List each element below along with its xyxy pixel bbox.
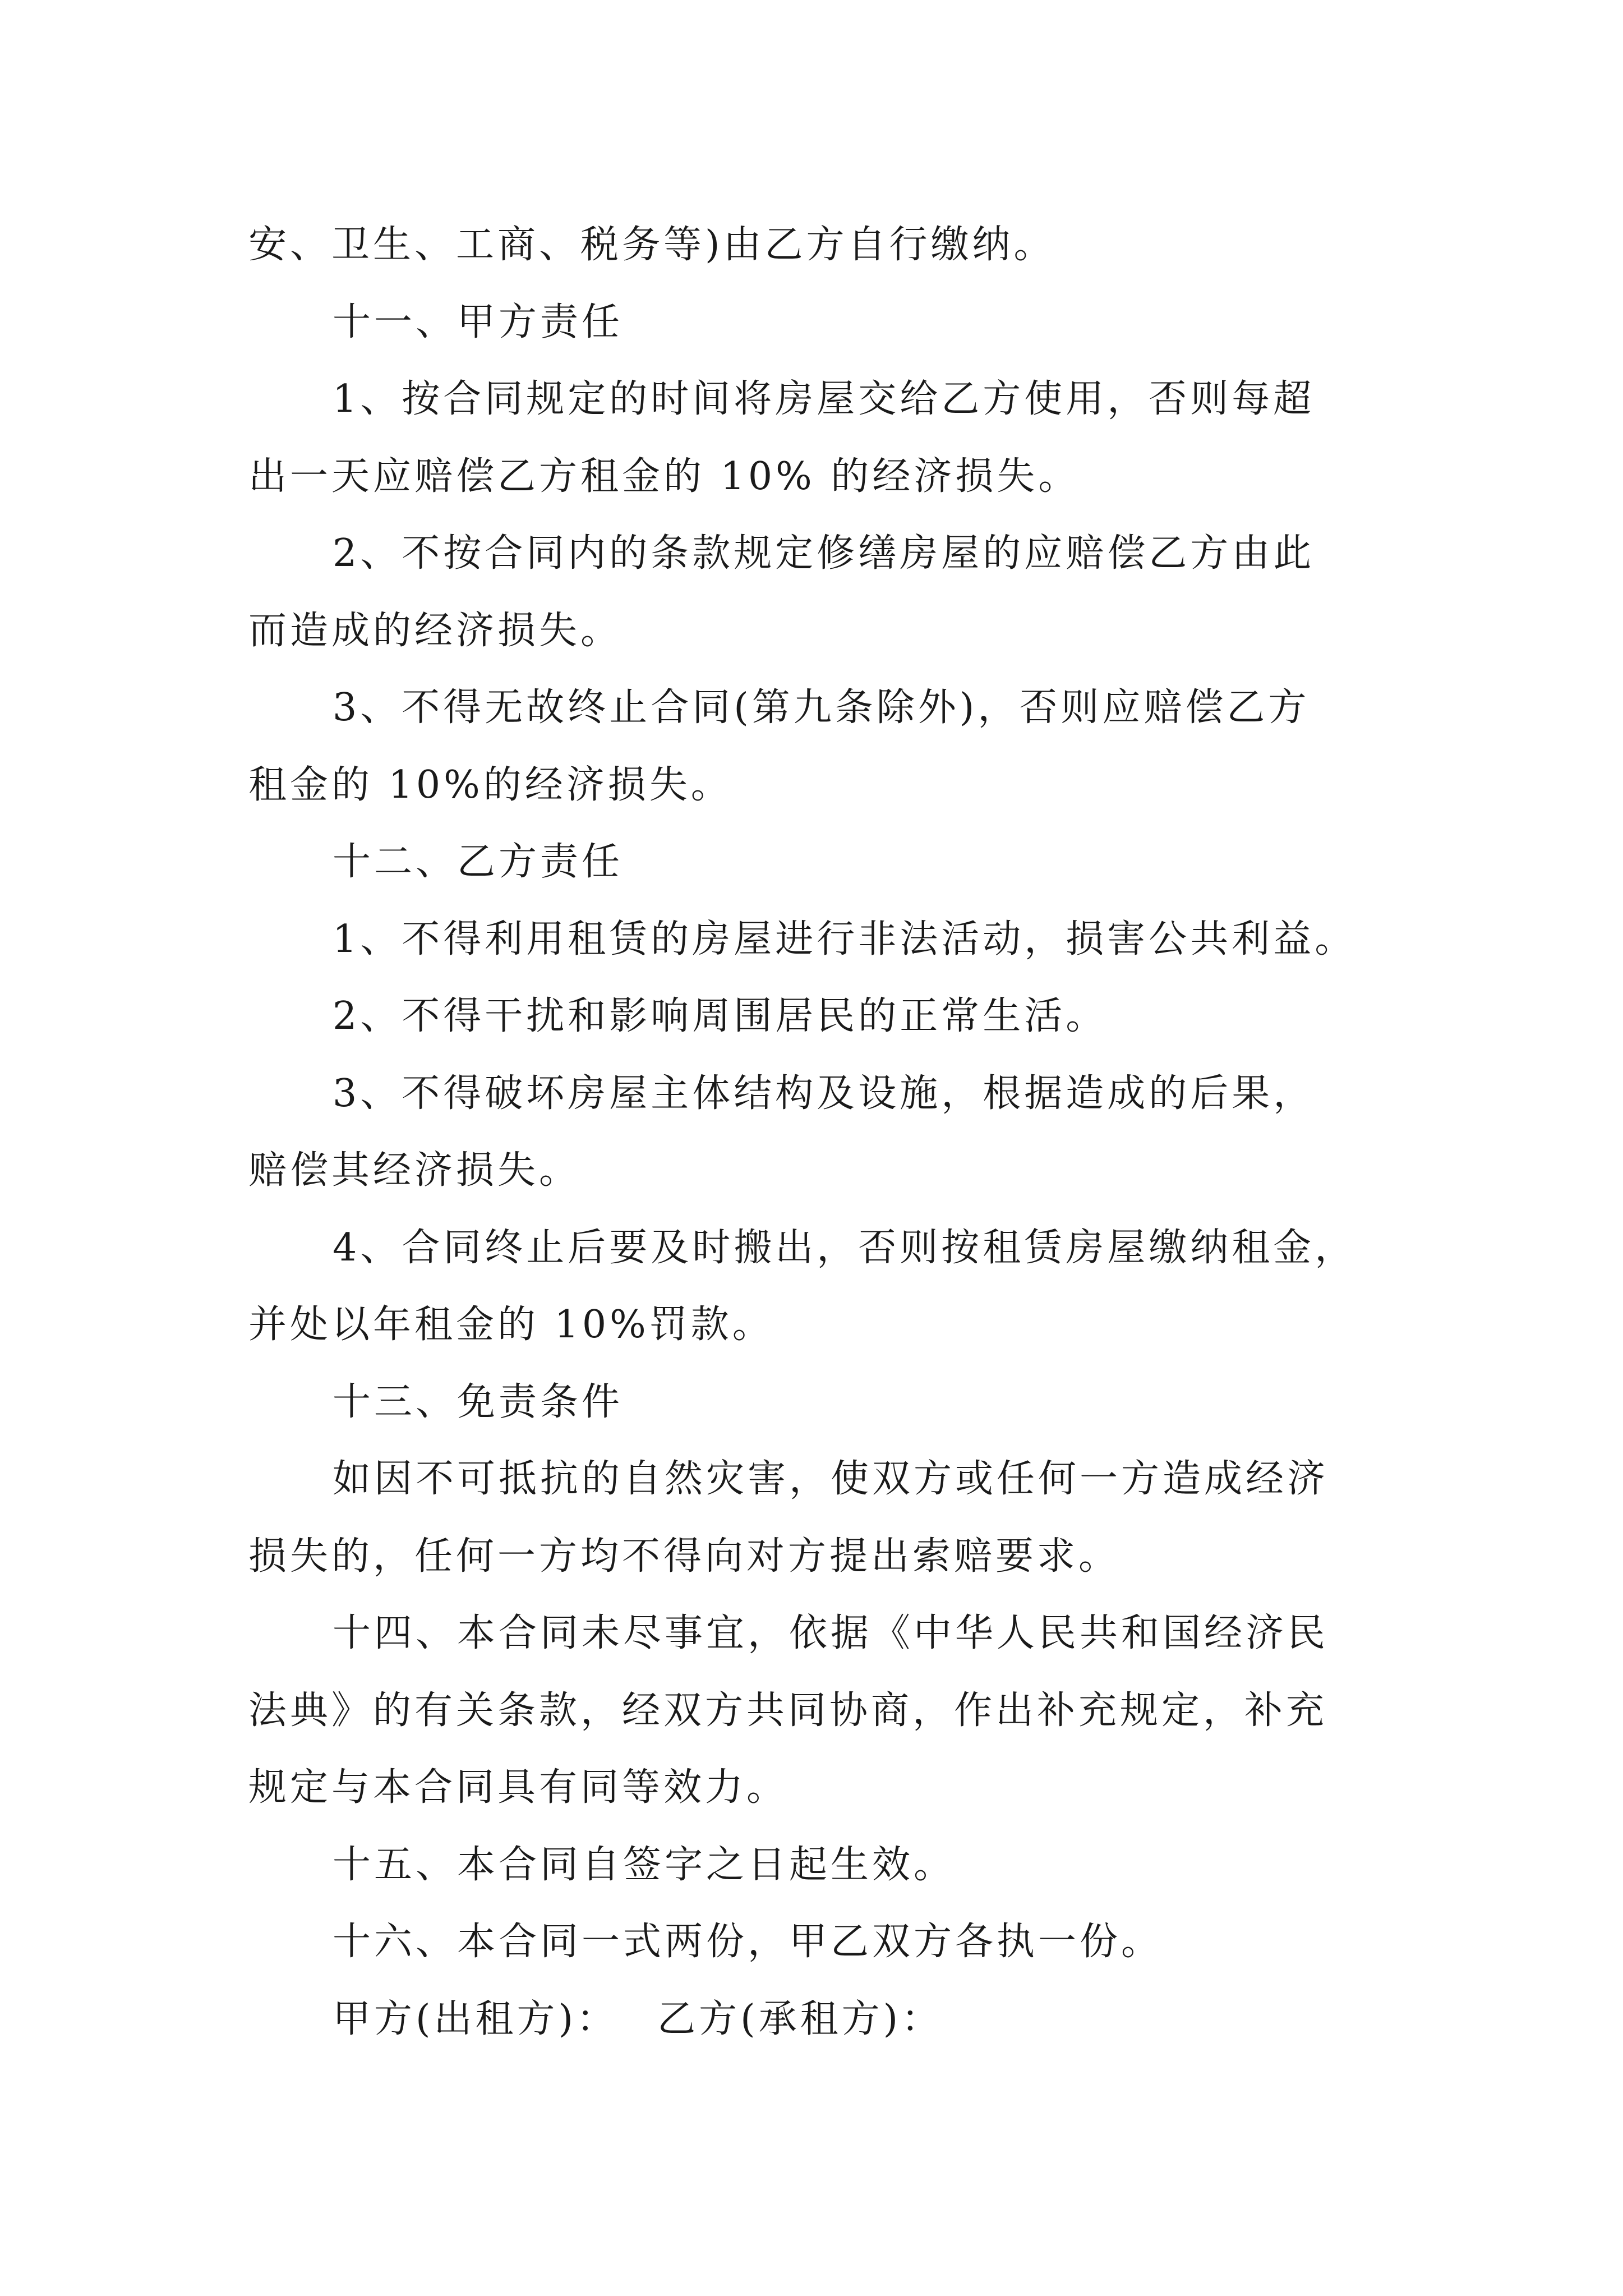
continued-paragraph-line: 安、卫生、工商、税务等)由乙方自行缴纳。 xyxy=(248,223,1055,267)
clause-line: 4、合同终止后要及时搬出，否则按租赁房屋缴纳租金， xyxy=(333,1225,1357,1270)
clause-line: 赔偿其经济损失。 xyxy=(248,1148,581,1193)
clause-line: 出一天应赔偿乙方租金的 10% 的经济损失。 xyxy=(248,454,1080,499)
clause-line: 2、不按合同内的条款规定修缮房屋的应赔偿乙方由此 xyxy=(333,531,1315,576)
clause-line: 2、不得干扰和影响周围居民的正常生活。 xyxy=(333,994,1108,1038)
contract-body xyxy=(248,206,1381,2058)
section-heading-14: 十四、本合同未尽事宜，依据《中华人民共和国经济民 xyxy=(333,1611,1329,1655)
clause-line: 1、按合同规定的时间将房屋交给乙方使用，否则每超 xyxy=(333,377,1315,421)
clause-line: 租金的 10%的经济损失。 xyxy=(248,762,732,807)
clause-line: 法典》的有关条款，经双方共同协商，作出补充规定，补充 xyxy=(248,1688,1328,1733)
clause-line: 而造成的经济损失。 xyxy=(248,608,623,653)
clause-line: 3、不得无故终止合同(第九条除外)，否则应赔偿乙方 xyxy=(333,685,1310,730)
clause-line: 1、不得利用租赁的房屋进行非法活动，损害公共利益。 xyxy=(333,917,1357,961)
clause-line: 并处以年租金的 10%罚款。 xyxy=(248,1303,774,1347)
clause-line: 损失的，任何一方均不得向对方提出索赔要求。 xyxy=(248,1534,1121,1579)
section-heading-15: 十五、本合同自签字之日起生效。 xyxy=(333,1842,956,1887)
clause-line: 规定与本合同具有同等效力。 xyxy=(248,1765,789,1810)
clause-line: 3、不得破坏房屋主体结构及设施，根据造成的后果， xyxy=(333,1071,1315,1116)
signature-line xyxy=(248,1981,1381,2058)
section-heading-16: 十六、本合同一式两份，甲乙双方各执一份。 xyxy=(333,1920,1163,1964)
section-heading-11: 十一、甲方责任 xyxy=(333,300,624,344)
clause-line: 如因不可抵抗的自然灾害，使双方或任何一方造成经济 xyxy=(333,1457,1329,1501)
party-a-label: 甲方(出租方)： xyxy=(333,1996,619,2041)
section-heading-13: 十三、免责条件 xyxy=(333,1379,624,1424)
section-heading-12: 十二、乙方责任 xyxy=(333,840,624,884)
party-b-label: 乙方(承租方)： xyxy=(657,1996,943,2041)
